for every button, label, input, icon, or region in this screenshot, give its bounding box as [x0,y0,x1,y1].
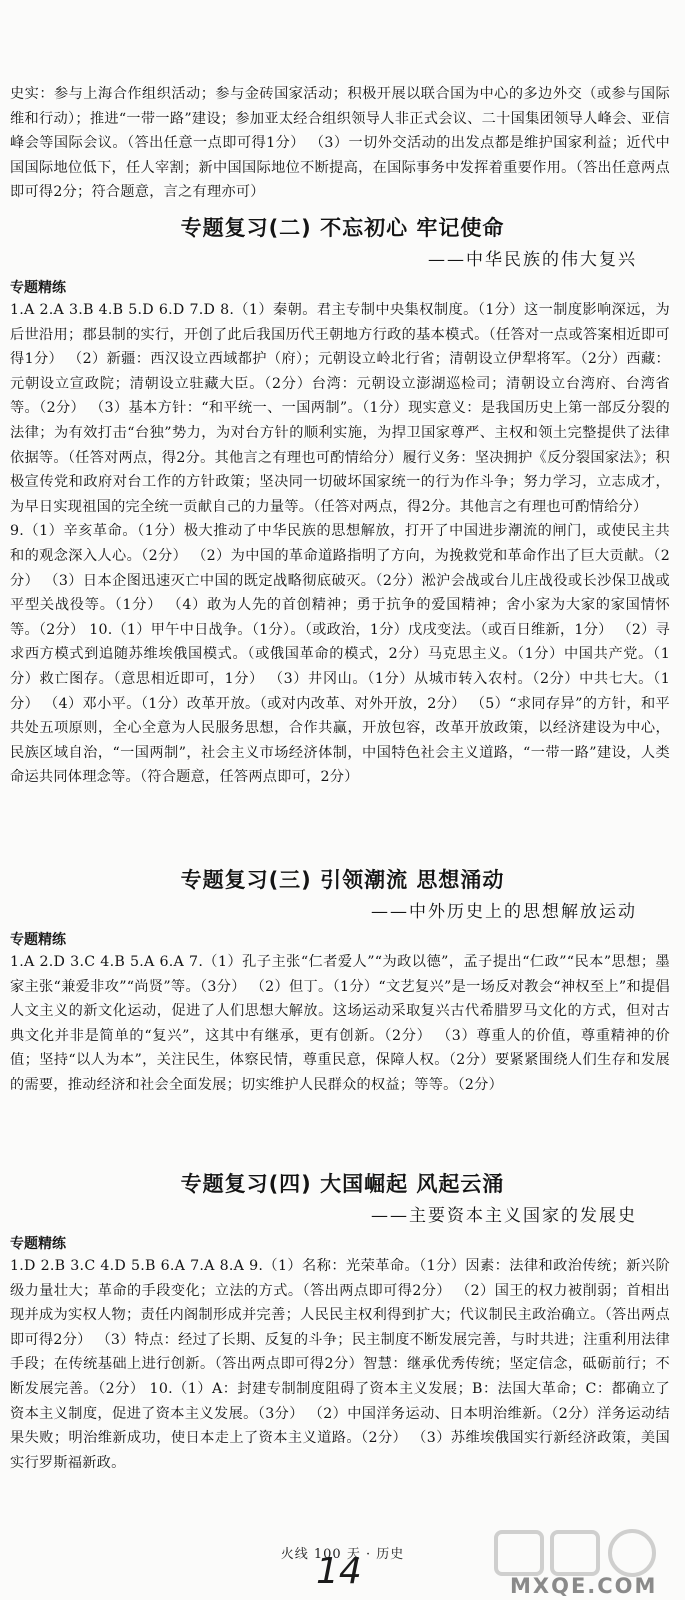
practice-label-3: 专题精练 [10,932,66,948]
section-body-2-block [10,298,670,790]
practice-label-2: 专题精练 [10,280,66,296]
section-body-4: 1.D 2.B 3.C 4.D 5.B 6.A 7.A 8.A 9.（1）名称：光荣革命。（1分）因素：法律和政治传统；新兴阶级力量壮大；革命的手段变化；立法的方式。（答出两点即可得2分） （2）国王的权力被削弱；首相出现并成为实权人物；责任内阁制形成并完善；人民民主权利得到扩大；代议制民主政治确立。（答出两点即可得2分） （3）特点：经过了长期、反复的斗争；民主制度不断发展完善，与时共进；注重利用法律手段；在传统基础上进行创新。（答出两点即可得2分）智慧：继承优秀传统；坚定信念，砥砺前行；不断发展完善。（2分） 10.（1）A：封建专制制度阻碍了资本主义发展；B：法国大革命；C：都确立了资本主义制度，促进了资本主义发展。（3分） （2）中国洋务运动、日本明治维新。（2分）洋务运动结果失败；明治维新成功，使日本走上了资本主义道路。（2分） （3）苏维埃俄国实行新经济政策，美国实行罗斯福新政。 [10,1258,670,1471]
section-body-2: 1.A 2.A 3.B 4.B 5.D 6.D 7.D 8.（1）秦朝。君主专制中央集权制度。（1分）这一制度影响深远，为后世沿用；郡县制的实行，开创了此后我国历代王朝地方行政的基本模式。（任答对一点或答案相近即可得1分） （2）新疆：西汉设立西域都护（府）；元朝设立岭北行省；清朝设立伊犁将军。（2分）西藏：元朝设立宣政院；清朝设立驻藏大臣。（2分）台湾：元朝设立澎湖巡检司；清朝设立台湾府、台湾省等。（2分） （3）基本方针：“和平统一、一国两制”。（1分）现实意义：是我国历史上第一部反分裂的法律；为有效打击“台独”势力，为对台方针的顺利实施，为捍卫国家尊严、主权和领土完整提供了法律依据等。（任答对两点，得2分。其他言之有理也可酌情给分）履行义务：坚决拥护《反分裂国家法》；积极宣传党和政府对台工作的方针政策；坚决同一切破坏国家统一的行为作斗争；努力学习，立志成才，为早日实现祖国的完全统一贡献自己的力量等。（任答对两点，得2分。其他言之有理也可酌情给分） 9.（1）辛亥革命。（1分）极大推动了中华民族的思想解放，打开了中国进步潮流的闸门，或使民主共和的观念深入人心。（2分） （2）为中国的革命道路指明了方向，为挽救党和革命作出了巨大贡献。（2分） （3）日本企图迅速灭亡中国的既定战略彻底破灭。（2分）淞沪会战或台儿庄战役或长沙保卫战或平型关战役等。（1分） （4）敢为人先的首创精神；勇于抗争的爱国精神；舍小家为大家的家国情怀等。（2分） 10.（1）甲午中日战争。（1分）。（或政治，1分）戊戌变法。（或百日维新，1分） （2）寻求西方模式到追随苏维埃俄国模式。（或俄国革命的模式，2分）马克思主义。（1分）中国共产党。（1分）救亡图存。（意思相近即可，1分） （3）井冈山。（1分）从城市转入农村。（2分）中共七大。（1分） （4）邓小平。（1分）改革开放。（或对内改革、对外开放，2分） （5）“求同存异”的方针，和平共处五项原则，全心全意为人民服务思想，合作共赢，开放包容，改革开放政策，以经济建设为中心，民族区域自治，“一国两制”，社会主义市场经济体制，中国特色社会主义道路，“一带一路”建设，人类命运共同体理念等。（符合题意，任答两点即可，2分） [10,302,671,786]
book-footer: 火线 100 天 · 历史 [280,1547,405,1562]
section-body-3-block [10,950,670,1098]
section-subtitle-4: ——主要资本主义国家的发展史 [371,1206,637,1226]
section-body-4-block [10,1254,670,1475]
practice-label-4: 专题精练 [10,1236,66,1252]
intro-paragraph: 史实：参与上海合作组织活动；参与金砖国家活动；积极开展以联合国为中心的多边外交（或参与国际维和行动）；推进“一带一路”建设；参加亚太经合组织领导人非正式会议、二十国集团领导人峰会、亚信峰会等国际会议。（答出任意一点即可得1分） （3）一切外交活动的出发点都是维护国家利益；近代中国国际地位低下，任人宰割；新中国国际地位不断提高，在国际事务中发挥着重要作用。（答出任意两点即可得2分；符合题意，言之有理亦可） [10,86,670,201]
intro-block [10,82,670,205]
section-title-2: 专题复习(二) 不忘初心 牢记使命 [180,216,505,240]
section-title-4: 专题复习(四) 大国崛起 风起云涌 [180,1172,505,1196]
section-body-3: 1.A 2.D 3.C 4.B 5.A 6.A 7.（1）孔子主张“仁者爱人”“为政以德”，孟子提出“仁政”“民本”思想；墨家主张“兼爱非攻”“尚贤”等。（3分） （2）但丁。（1分）“文艺复兴”是一场反对教会“神权至上”和提倡人文主义的新文化运动，促进了人们思想大解放。这场运动采取复兴古代希腊罗马文化的方式，但对古典文化并非是简单的“复兴”，这其中有继承，更有创新。（2分） （3）尊重人的价值，尊重精神的价值；坚持“以人为本”，关注民生，体察民情，尊重民意，保障人权。（2分）要紧紧围绕人们生存和发展的需要，推动经济和社会全面发展；切实维护人民群众的权益；等等。（2分） [10,954,670,1093]
section-title-3: 专题复习(三) 引领潮流 思想涌动 [180,868,505,892]
watermark-text: MXQE.COM [510,1574,658,1598]
section-subtitle-2: ——中华民族的伟大复兴 [428,250,637,270]
page-number: 14 [316,1551,362,1592]
section-subtitle-3: ——中外历史上的思想解放运动 [371,902,637,922]
